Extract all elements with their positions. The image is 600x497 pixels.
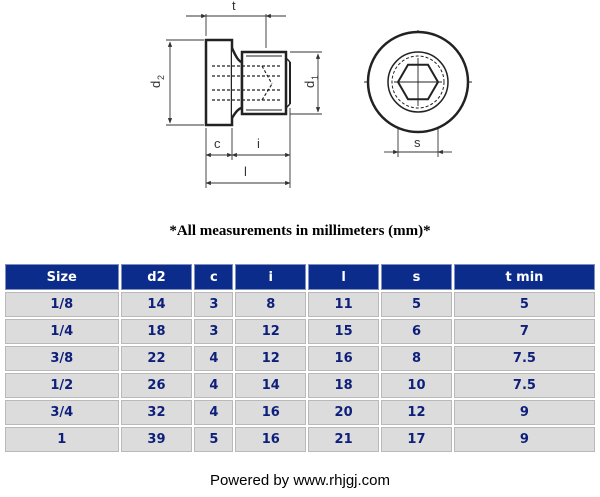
cell: 22	[121, 346, 193, 371]
cell: 15	[308, 319, 379, 344]
col-size: Size	[5, 264, 119, 290]
label-d1: d	[302, 80, 317, 88]
cell: 17	[381, 427, 452, 452]
cell: 3	[194, 319, 233, 344]
cell: 4	[194, 373, 233, 398]
table-header-row	[5, 264, 595, 290]
cell: 5	[381, 292, 452, 317]
cell: 14	[121, 292, 193, 317]
col-l: l	[308, 264, 379, 290]
cell: 10	[381, 373, 452, 398]
cell: 3	[194, 292, 233, 317]
label-t: t	[232, 0, 236, 13]
col-d2: d2	[121, 264, 193, 290]
cell: 18	[121, 319, 193, 344]
technical-drawing	[0, 0, 600, 205]
units-note: *All measurements in millimeters (mm)*	[169, 223, 431, 239]
label-d2-sub: 2	[156, 74, 166, 80]
cell: 1/4	[5, 319, 119, 344]
cell: 6	[381, 319, 452, 344]
cell: 32	[121, 400, 193, 425]
cell: 3/8	[5, 346, 119, 371]
col-t-min: t min	[454, 264, 595, 290]
cell: 8	[381, 346, 452, 371]
cell: 16	[235, 400, 306, 425]
cell: 16	[308, 346, 379, 371]
label-l: l	[244, 164, 247, 179]
table-row	[5, 319, 595, 344]
cell: 16	[235, 427, 306, 452]
label-d2: d	[148, 80, 163, 88]
cell: 5	[194, 427, 233, 452]
table-row	[5, 373, 595, 398]
table-row	[5, 292, 595, 317]
cell: 5	[454, 292, 595, 317]
cell: 9	[454, 400, 595, 425]
cell: 20	[308, 400, 379, 425]
plug-thread	[242, 52, 286, 114]
col-s: s	[381, 264, 452, 290]
col-c: c	[194, 264, 233, 290]
cell: 12	[381, 400, 452, 425]
cell: 9	[454, 427, 595, 452]
cell: 3/4	[5, 400, 119, 425]
label-i: i	[257, 136, 260, 151]
cell: 14	[235, 373, 306, 398]
cell: 7	[454, 319, 595, 344]
cell: 39	[121, 427, 193, 452]
table-row	[5, 346, 595, 371]
label-d1-sub: 1	[310, 74, 320, 80]
powered-by-footer: Powered by www.rhjgj.com	[209, 472, 391, 489]
side-view	[206, 40, 290, 125]
cell: 4	[194, 400, 233, 425]
cell: 11	[308, 292, 379, 317]
cell: 4	[194, 346, 233, 371]
table-row	[5, 427, 595, 452]
label-s: s	[414, 135, 421, 150]
cell: 12	[235, 346, 306, 371]
col-i: i	[235, 264, 306, 290]
cell: 18	[308, 373, 379, 398]
cell: 1	[5, 427, 119, 452]
plug-head	[206, 40, 232, 125]
cell: 7.5	[454, 346, 595, 371]
dimensions-table	[3, 262, 597, 454]
end-view	[364, 30, 472, 132]
cell: 26	[121, 373, 193, 398]
cell: 1/8	[5, 292, 119, 317]
cell: 12	[235, 319, 306, 344]
cell: 1/2	[5, 373, 119, 398]
cell: 8	[235, 292, 306, 317]
cell: 7.5	[454, 373, 595, 398]
label-c: c	[214, 136, 221, 151]
table-row	[5, 400, 595, 425]
cell: 21	[308, 427, 379, 452]
